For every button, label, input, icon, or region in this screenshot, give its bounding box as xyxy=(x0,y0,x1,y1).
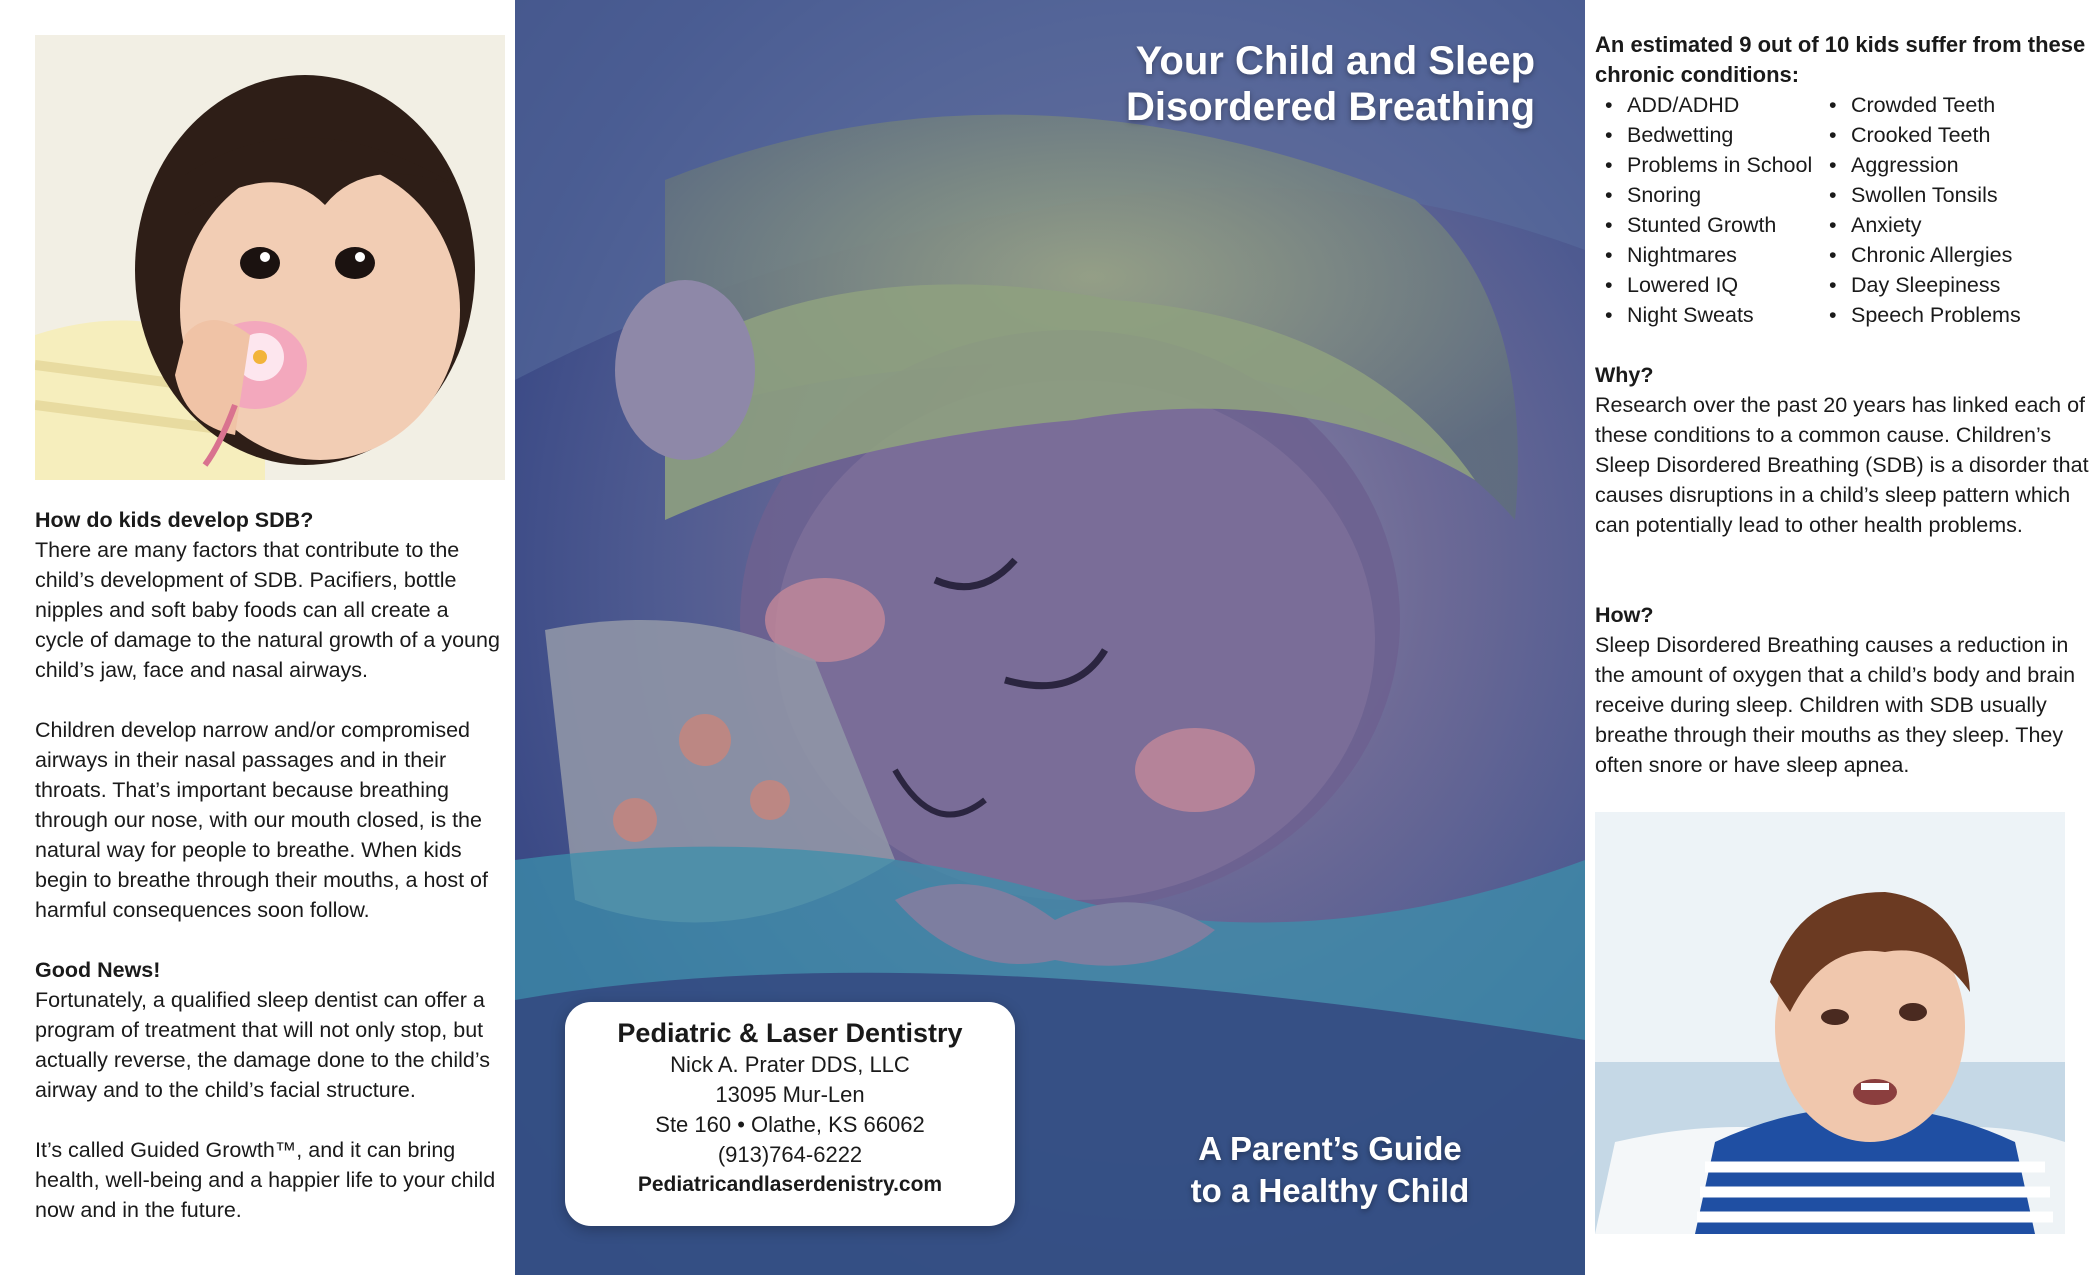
section-heading: Good News! xyxy=(35,958,161,982)
conditions-list-col2 xyxy=(1819,90,2021,330)
tagline-line: A Parent’s Guide xyxy=(1198,1130,1462,1167)
list-item: • Crooked Teeth xyxy=(1819,120,2021,150)
paragraph: Children develop narrow and/or compromised airways in their nasal passages and in their throats. That’s important because breathing through our nose, with our mouth closed, is the natural way for people to breathe. When kids begin to breathe through their mouths, a host of harmful consequences soon follow. xyxy=(35,718,488,922)
list-item: • Crowded Teeth xyxy=(1819,90,2021,120)
list-item: • Day Sleepiness xyxy=(1819,270,2021,300)
doctor-name: Nick A. Prater DDS, LLC xyxy=(670,1052,910,1077)
list-item: • Speech Problems xyxy=(1819,300,2021,330)
list-item: • Snoring xyxy=(1595,180,1812,210)
sdb-causes-section xyxy=(35,505,500,1225)
website-link[interactable]: Pediatricandlaserdenistry.com xyxy=(637,1173,943,1196)
cover-tagline xyxy=(1100,1128,1560,1212)
list-item: • Aggression xyxy=(1819,150,2021,180)
paragraph: It’s called Guided Growth™, and it can bring health, well-being and a happier life to your child now and in the future. xyxy=(35,1138,496,1222)
suite-city-address: Ste 160 • Olathe, KS 66062 xyxy=(655,1112,925,1137)
section-heading: Why? xyxy=(1595,363,1654,387)
street-address: 13095 Mur-Len xyxy=(715,1082,865,1107)
paragraph: Sleep Disordered Breathing causes a reduction in the amount of oxygen that a child’s body and brain receive during sleep. Children with SDB usually breathe through their mouths as they sleep. They often snore or have sleep apnea. xyxy=(1595,633,2076,777)
cover-title-line: Disordered Breathing xyxy=(1126,85,1535,129)
left-panel xyxy=(0,0,515,1275)
list-item: • Bedwetting xyxy=(1595,120,1812,150)
baby-illustration xyxy=(35,35,505,480)
list-item: • Problems in School xyxy=(1595,150,1812,180)
list-item: • Swollen Tonsils xyxy=(1819,180,2021,210)
contact-card xyxy=(565,1002,1015,1226)
phone-number: (913)764-6222 xyxy=(717,1142,863,1167)
list-item: • Chronic Allergies xyxy=(1819,240,2021,270)
right-panel xyxy=(1585,0,2100,1275)
paragraph: Fortunately, a qualified sleep dentist can offer a program of treatment that will not only stop, but actually reverse, the damage done to the child’s airway and to the child’s facial structure. xyxy=(35,988,490,1102)
cover-title-line: Your Child and Sleep xyxy=(1135,39,1535,83)
business-name: Pediatric & Laser Dentistry xyxy=(617,1018,963,1048)
list-item: • Stunted Growth xyxy=(1595,210,1812,240)
paragraph: There are many factors that contribute to the child’s development of SDB. Pacifiers, bottle nipples and soft baby foods can all create a cycle of damage to the natural growth of a young child’s jaw, face and nasal airways. xyxy=(35,538,500,682)
why-section xyxy=(1595,360,2090,540)
list-item: • Night Sweats xyxy=(1595,300,1812,330)
list-item: • Anxiety xyxy=(1819,210,2021,240)
paragraph: Research over the past 20 years has linked each of these conditions to a common cause. Children’s Sleep Disordered Breathing (SDB) is a disorder that causes disruptions in a child’s sleep pattern which can potentially lead to other health problems. xyxy=(1595,393,2089,537)
section-heading: How do kids develop SDB? xyxy=(35,508,314,532)
conditions-list-col1 xyxy=(1595,90,1812,330)
how-section xyxy=(1595,600,2090,780)
list-item: • ADD/ADHD xyxy=(1595,90,1812,120)
baby-with-pacifier-photo xyxy=(35,35,505,480)
boy-illustration xyxy=(1595,812,2065,1234)
tagline-line: to a Healthy Child xyxy=(1190,1172,1470,1209)
list-item: • Nightmares xyxy=(1595,240,1812,270)
list-item: • Lowered IQ xyxy=(1595,270,1812,300)
section-heading: How? xyxy=(1595,603,1654,627)
cover-panel xyxy=(515,0,1585,1275)
conditions-title: An estimated 9 out of 10 kids suffer from these chronic conditions: xyxy=(1595,32,2086,87)
cover-title xyxy=(1126,38,1535,130)
boy-mouth-breathing-photo xyxy=(1595,812,2065,1234)
